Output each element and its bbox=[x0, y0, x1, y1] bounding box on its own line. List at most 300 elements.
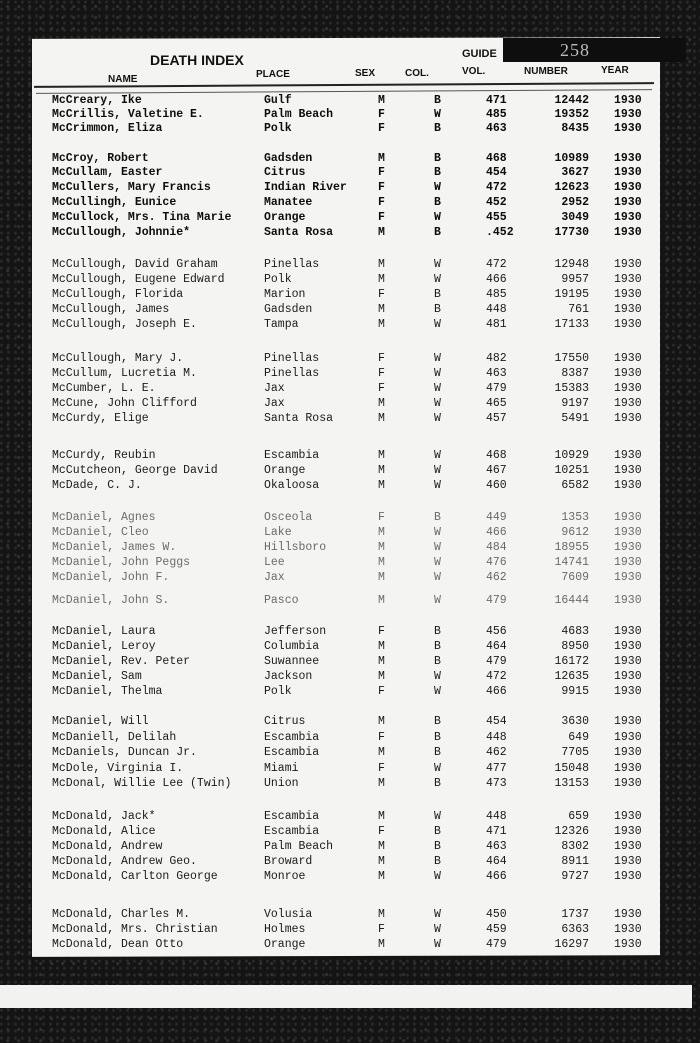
cell-name: McDonal, Willie Lee (Twin) bbox=[52, 777, 232, 790]
cell-col: B bbox=[434, 855, 441, 868]
cell-vol: 463 bbox=[486, 122, 507, 135]
column-header-number: NUMBER bbox=[524, 66, 568, 77]
table-row bbox=[0, 923, 700, 939]
cell-name: McCurdy, Elige bbox=[52, 412, 149, 425]
cell-col: B bbox=[434, 226, 441, 239]
cell-number: 12623 bbox=[554, 181, 589, 194]
table-row bbox=[0, 556, 700, 572]
cell-year: 1930 bbox=[614, 367, 642, 380]
cell-vol: 452 bbox=[486, 196, 507, 209]
cell-vol: 479 bbox=[486, 655, 507, 668]
cell-place: Santa Rosa bbox=[264, 226, 334, 239]
cell-place: Citrus bbox=[264, 715, 306, 728]
cell-year: 1930 bbox=[614, 181, 642, 194]
cell-year: 1930 bbox=[614, 685, 642, 698]
cell-vol: 485 bbox=[486, 288, 507, 301]
cell-year: 1930 bbox=[614, 273, 642, 286]
cell-col: B bbox=[434, 825, 441, 838]
cell-number: 1737 bbox=[561, 908, 589, 921]
cell-place: Pinellas bbox=[264, 352, 320, 365]
cell-vol: 482 bbox=[486, 352, 507, 365]
cell-col: W bbox=[434, 367, 441, 380]
cell-vol: 479 bbox=[486, 938, 507, 951]
cell-vol: 481 bbox=[486, 318, 507, 331]
cell-vol: 464 bbox=[486, 640, 507, 653]
table-row bbox=[0, 908, 700, 924]
cell-place: Holmes bbox=[264, 923, 306, 936]
cell-place: Union bbox=[264, 777, 299, 790]
cell-sex: M bbox=[378, 655, 385, 668]
cell-vol: 459 bbox=[486, 923, 507, 936]
cell-col: B bbox=[434, 152, 441, 165]
cell-name: McCullough, Eugene Edward bbox=[52, 273, 225, 286]
cell-sex: F bbox=[378, 288, 385, 301]
cell-year: 1930 bbox=[614, 303, 642, 316]
cell-year: 1930 bbox=[614, 211, 642, 224]
cell-name: McDonald, Carlton George bbox=[52, 870, 218, 883]
table-row bbox=[0, 762, 700, 778]
cell-number: 14741 bbox=[554, 556, 589, 569]
cell-name: McCutcheon, George David bbox=[52, 464, 218, 477]
cell-name: McDaniel, Agnes bbox=[52, 511, 156, 524]
cell-year: 1930 bbox=[614, 511, 642, 524]
cell-name: McDonald, Jack* bbox=[52, 810, 156, 823]
table-row bbox=[0, 449, 700, 465]
cell-place: Escambia bbox=[264, 746, 320, 759]
cell-place: Polk bbox=[264, 122, 292, 135]
table-row bbox=[0, 825, 700, 841]
cell-sex: M bbox=[378, 273, 385, 286]
cell-name: McCullough, Joseph E. bbox=[52, 318, 197, 331]
cell-col: W bbox=[434, 352, 441, 365]
cell-place: Broward bbox=[264, 855, 313, 868]
cell-place: Osceola bbox=[264, 511, 313, 524]
cell-name: McDaniell, Delilah bbox=[52, 731, 177, 744]
cell-sex: M bbox=[378, 318, 385, 331]
cell-place: Jax bbox=[264, 397, 285, 410]
cell-vol: 467 bbox=[486, 464, 507, 477]
cell-sex: M bbox=[378, 303, 385, 316]
cell-vol: 473 bbox=[486, 777, 507, 790]
cell-place: Suwannee bbox=[264, 655, 320, 668]
cell-place: Escambia bbox=[264, 825, 320, 838]
cell-name: McDaniel, Will bbox=[52, 715, 149, 728]
cell-year: 1930 bbox=[614, 625, 642, 638]
cell-year: 1930 bbox=[614, 762, 642, 775]
cell-place: Polk bbox=[264, 685, 292, 698]
cell-name: McDaniel, Rev. Peter bbox=[52, 655, 191, 668]
cell-number: 9957 bbox=[561, 273, 589, 286]
cell-number: 12442 bbox=[554, 94, 589, 107]
cell-col: B bbox=[434, 94, 441, 107]
cell-place: Okaloosa bbox=[264, 479, 320, 492]
cell-sex: F bbox=[378, 825, 385, 838]
cell-name: McCrillis, Valetine E. bbox=[52, 108, 204, 121]
cell-sex: M bbox=[378, 412, 385, 425]
cell-vol: 448 bbox=[486, 731, 507, 744]
cell-number: 17133 bbox=[554, 318, 589, 331]
cell-number: 15048 bbox=[554, 762, 589, 775]
cell-number: 8911 bbox=[561, 855, 589, 868]
cell-sex: F bbox=[378, 352, 385, 365]
cell-place: Indian River bbox=[264, 181, 347, 194]
cell-sex: M bbox=[378, 777, 385, 790]
cell-vol: 463 bbox=[486, 840, 507, 853]
cell-year: 1930 bbox=[614, 640, 642, 653]
cell-name: McDaniel, Laura bbox=[52, 625, 156, 638]
cell-col: W bbox=[434, 556, 441, 569]
table-row bbox=[0, 464, 700, 480]
column-header-name: NAME bbox=[108, 74, 138, 85]
table-row bbox=[0, 777, 700, 793]
cell-col: W bbox=[434, 923, 441, 936]
cell-col: B bbox=[434, 122, 441, 135]
cell-year: 1930 bbox=[614, 166, 642, 179]
cell-sex: F bbox=[378, 122, 385, 135]
cell-place: Polk bbox=[264, 273, 292, 286]
cell-year: 1930 bbox=[614, 731, 642, 744]
cell-number: 8302 bbox=[561, 840, 589, 853]
cell-place: Lee bbox=[264, 556, 285, 569]
cell-col: B bbox=[434, 303, 441, 316]
cell-vol: 471 bbox=[486, 825, 507, 838]
cell-sex: F bbox=[378, 923, 385, 936]
column-header-place: PLACE bbox=[256, 69, 290, 80]
cell-col: B bbox=[434, 715, 441, 728]
table-row bbox=[0, 746, 700, 762]
cell-year: 1930 bbox=[614, 840, 642, 853]
cell-name: McCullough, Florida bbox=[52, 288, 184, 301]
cell-sex: M bbox=[378, 715, 385, 728]
cell-vol: 484 bbox=[486, 541, 507, 554]
cell-place: Hillsboro bbox=[264, 541, 327, 554]
cell-year: 1930 bbox=[614, 908, 642, 921]
cell-place: Jefferson bbox=[264, 625, 327, 638]
cell-vol: 479 bbox=[486, 382, 507, 395]
cell-col: W bbox=[434, 594, 441, 607]
cell-year: 1930 bbox=[614, 825, 642, 838]
cell-sex: M bbox=[378, 226, 385, 239]
cell-sex: M bbox=[378, 810, 385, 823]
cell-name: McCurdy, Reubin bbox=[52, 449, 156, 462]
cell-year: 1930 bbox=[614, 449, 642, 462]
cell-vol: 472 bbox=[486, 670, 507, 683]
cell-name: McDonald, Andrew bbox=[52, 840, 163, 853]
cell-name: McCroy, Robert bbox=[52, 152, 149, 165]
cell-number: 3627 bbox=[561, 166, 589, 179]
cell-name: McDade, C. J. bbox=[52, 479, 142, 492]
table-row bbox=[0, 571, 700, 587]
cell-number: 12326 bbox=[554, 825, 589, 838]
cell-name: McDaniel, Leroy bbox=[52, 640, 156, 653]
cell-vol: 466 bbox=[486, 870, 507, 883]
table-row bbox=[0, 938, 700, 954]
cell-vol: 466 bbox=[486, 526, 507, 539]
cell-place: Jax bbox=[264, 382, 285, 395]
cell-name: McCullingh, Eunice bbox=[52, 196, 177, 209]
cell-year: 1930 bbox=[614, 382, 642, 395]
cell-sex: F bbox=[378, 731, 385, 744]
cell-col: B bbox=[434, 511, 441, 524]
cell-vol: 448 bbox=[486, 810, 507, 823]
cell-vol: 450 bbox=[486, 908, 507, 921]
table-row bbox=[0, 541, 700, 557]
cell-vol: 462 bbox=[486, 746, 507, 759]
cell-vol: 476 bbox=[486, 556, 507, 569]
cell-sex: F bbox=[378, 196, 385, 209]
table-row bbox=[0, 397, 700, 413]
cell-number: 3630 bbox=[561, 715, 589, 728]
cell-name: McCullock, Mrs. Tina Marie bbox=[52, 211, 232, 224]
cell-year: 1930 bbox=[614, 571, 642, 584]
cell-number: 8387 bbox=[561, 367, 589, 380]
cell-sex: M bbox=[378, 397, 385, 410]
cell-vol: 455 bbox=[486, 211, 507, 224]
cell-name: McDonald, Charles M. bbox=[52, 908, 191, 921]
cell-place: Orange bbox=[264, 938, 306, 951]
cell-col: W bbox=[434, 685, 441, 698]
cell-sex: F bbox=[378, 511, 385, 524]
cell-col: W bbox=[434, 108, 441, 121]
cell-number: 10251 bbox=[554, 464, 589, 477]
cell-place: Manatee bbox=[264, 196, 313, 209]
cell-name: McDaniel, John F. bbox=[52, 571, 170, 584]
cell-name: McCumber, L. E. bbox=[52, 382, 156, 395]
cell-col: W bbox=[434, 938, 441, 951]
cell-name: McCullam, Easter bbox=[52, 166, 163, 179]
table-row bbox=[0, 352, 700, 368]
table-row bbox=[0, 526, 700, 542]
paper-strip bbox=[0, 985, 692, 1008]
cell-sex: F bbox=[378, 108, 385, 121]
cell-vol: 454 bbox=[486, 166, 507, 179]
cell-place: Jax bbox=[264, 571, 285, 584]
cell-col: W bbox=[434, 541, 441, 554]
table-row bbox=[0, 731, 700, 747]
cell-vol: 471 bbox=[486, 94, 507, 107]
cell-number: 16297 bbox=[554, 938, 589, 951]
cell-number: 19195 bbox=[554, 288, 589, 301]
cell-col: B bbox=[434, 166, 441, 179]
cell-vol: 485 bbox=[486, 108, 507, 121]
cell-vol: 466 bbox=[486, 685, 507, 698]
cell-vol: 464 bbox=[486, 855, 507, 868]
cell-sex: M bbox=[378, 258, 385, 271]
cell-col: B bbox=[434, 840, 441, 853]
page-stamp: 258 bbox=[560, 40, 590, 60]
cell-number: 16444 bbox=[554, 594, 589, 607]
cell-number: 4683 bbox=[561, 625, 589, 638]
cell-place: Orange bbox=[264, 211, 306, 224]
cell-number: 649 bbox=[568, 731, 589, 744]
cell-number: 2952 bbox=[561, 196, 589, 209]
cell-name: McDaniel, Sam bbox=[52, 670, 142, 683]
cell-place: Escambia bbox=[264, 810, 320, 823]
cell-year: 1930 bbox=[614, 288, 642, 301]
table-row bbox=[0, 382, 700, 398]
cell-year: 1930 bbox=[614, 810, 642, 823]
column-header-col: COL. bbox=[405, 68, 429, 79]
cell-place: Escambia bbox=[264, 731, 320, 744]
page-stamp-box bbox=[503, 38, 686, 62]
cell-name: McCullough, Johnnie* bbox=[52, 226, 191, 239]
cell-year: 1930 bbox=[614, 412, 642, 425]
cell-sex: F bbox=[378, 211, 385, 224]
cell-vol: 468 bbox=[486, 152, 507, 165]
cell-sex: F bbox=[378, 685, 385, 698]
cell-sex: M bbox=[378, 526, 385, 539]
cell-place: Orange bbox=[264, 464, 306, 477]
cell-col: W bbox=[434, 211, 441, 224]
table-row bbox=[0, 122, 700, 138]
cell-sex: M bbox=[378, 479, 385, 492]
cell-place: Jackson bbox=[264, 670, 313, 683]
table-row bbox=[0, 303, 700, 319]
cell-name: McDaniel, John Peggs bbox=[52, 556, 191, 569]
cell-year: 1930 bbox=[614, 923, 642, 936]
cell-number: 7609 bbox=[561, 571, 589, 584]
cell-number: 761 bbox=[568, 303, 589, 316]
cell-number: 16172 bbox=[554, 655, 589, 668]
cell-year: 1930 bbox=[614, 746, 642, 759]
cell-year: 1930 bbox=[614, 352, 642, 365]
cell-sex: M bbox=[378, 640, 385, 653]
cell-number: 6363 bbox=[561, 923, 589, 936]
cell-vol: 462 bbox=[486, 571, 507, 584]
cell-number: 8950 bbox=[561, 640, 589, 653]
cell-place: Palm Beach bbox=[264, 840, 334, 853]
cell-name: McDaniel, Thelma bbox=[52, 685, 163, 698]
cell-sex: M bbox=[378, 746, 385, 759]
cell-col: W bbox=[434, 479, 441, 492]
cell-vol: 465 bbox=[486, 397, 507, 410]
cell-number: 9915 bbox=[561, 685, 589, 698]
cell-place: Monroe bbox=[264, 870, 306, 883]
cell-name: McDonald, Mrs. Christian bbox=[52, 923, 218, 936]
cell-sex: F bbox=[378, 762, 385, 775]
cell-number: 659 bbox=[568, 810, 589, 823]
cell-place: Gadsden bbox=[264, 152, 313, 165]
cell-vol: 448 bbox=[486, 303, 507, 316]
cell-col: W bbox=[434, 526, 441, 539]
cell-col: W bbox=[434, 571, 441, 584]
cell-sex: M bbox=[378, 541, 385, 554]
guide-label: GUIDE bbox=[462, 48, 497, 60]
cell-vol: 454 bbox=[486, 715, 507, 728]
cell-number: 10989 bbox=[554, 152, 589, 165]
cell-vol: .452 bbox=[486, 226, 514, 239]
cell-sex: M bbox=[378, 464, 385, 477]
cell-col: W bbox=[434, 181, 441, 194]
cell-number: 12635 bbox=[554, 670, 589, 683]
cell-year: 1930 bbox=[614, 258, 642, 271]
cell-year: 1930 bbox=[614, 855, 642, 868]
cell-number: 12948 bbox=[554, 258, 589, 271]
cell-vol: 466 bbox=[486, 273, 507, 286]
table-row bbox=[0, 715, 700, 731]
cell-vol: 472 bbox=[486, 181, 507, 194]
cell-place: Escambia bbox=[264, 449, 320, 462]
cell-col: B bbox=[434, 288, 441, 301]
cell-year: 1930 bbox=[614, 226, 642, 239]
cell-name: McCullers, Mary Francis bbox=[52, 181, 211, 194]
table-row bbox=[0, 196, 700, 212]
cell-number: 3049 bbox=[561, 211, 589, 224]
cell-col: W bbox=[434, 762, 441, 775]
cell-sex: F bbox=[378, 166, 385, 179]
cell-name: McCullough, Mary J. bbox=[52, 352, 184, 365]
cell-place: Palm Beach bbox=[264, 108, 334, 121]
table-row bbox=[0, 625, 700, 641]
cell-vol: 463 bbox=[486, 367, 507, 380]
cell-name: McDaniels, Duncan Jr. bbox=[52, 746, 197, 759]
cell-vol: 479 bbox=[486, 594, 507, 607]
cell-name: McDaniel, James W. bbox=[52, 541, 177, 554]
cell-col: W bbox=[434, 449, 441, 462]
cell-place: Pinellas bbox=[264, 258, 320, 271]
table-row bbox=[0, 870, 700, 886]
cell-year: 1930 bbox=[614, 397, 642, 410]
cell-col: W bbox=[434, 258, 441, 271]
cell-sex: M bbox=[378, 938, 385, 951]
cell-sex: M bbox=[378, 855, 385, 868]
cell-sex: M bbox=[378, 94, 385, 107]
cell-sex: M bbox=[378, 152, 385, 165]
cell-year: 1930 bbox=[614, 464, 642, 477]
table-row bbox=[0, 318, 700, 334]
table-row bbox=[0, 594, 700, 610]
cell-number: 8435 bbox=[561, 122, 589, 135]
cell-place: Gulf bbox=[264, 94, 292, 107]
table-row bbox=[0, 810, 700, 826]
cell-year: 1930 bbox=[614, 670, 642, 683]
cell-name: McDonald, Dean Otto bbox=[52, 938, 184, 951]
cell-number: 17550 bbox=[554, 352, 589, 365]
cell-year: 1930 bbox=[614, 108, 642, 121]
cell-number: 18955 bbox=[554, 541, 589, 554]
cell-col: B bbox=[434, 777, 441, 790]
cell-year: 1930 bbox=[614, 655, 642, 668]
cell-number: 17730 bbox=[554, 226, 589, 239]
table-row bbox=[0, 412, 700, 428]
cell-sex: F bbox=[378, 382, 385, 395]
table-row bbox=[0, 640, 700, 656]
cell-vol: 449 bbox=[486, 511, 507, 524]
cell-sex: F bbox=[378, 625, 385, 638]
cell-name: McDole, Virginia I. bbox=[52, 762, 184, 775]
cell-number: 13153 bbox=[554, 777, 589, 790]
cell-col: B bbox=[434, 625, 441, 638]
table-row bbox=[0, 226, 700, 242]
cell-col: B bbox=[434, 640, 441, 653]
cell-sex: M bbox=[378, 594, 385, 607]
cell-year: 1930 bbox=[614, 152, 642, 165]
cell-place: Lake bbox=[264, 526, 292, 539]
cell-number: 5491 bbox=[561, 412, 589, 425]
cell-col: B bbox=[434, 655, 441, 668]
cell-year: 1930 bbox=[614, 556, 642, 569]
cell-place: Volusia bbox=[264, 908, 313, 921]
cell-year: 1930 bbox=[614, 94, 642, 107]
cell-number: 9727 bbox=[561, 870, 589, 883]
cell-sex: M bbox=[378, 840, 385, 853]
cell-sex: M bbox=[378, 556, 385, 569]
cell-year: 1930 bbox=[614, 318, 642, 331]
cell-sex: M bbox=[378, 908, 385, 921]
cell-place: Gadsden bbox=[264, 303, 313, 316]
cell-name: McDonald, Alice bbox=[52, 825, 156, 838]
cell-col: W bbox=[434, 273, 441, 286]
